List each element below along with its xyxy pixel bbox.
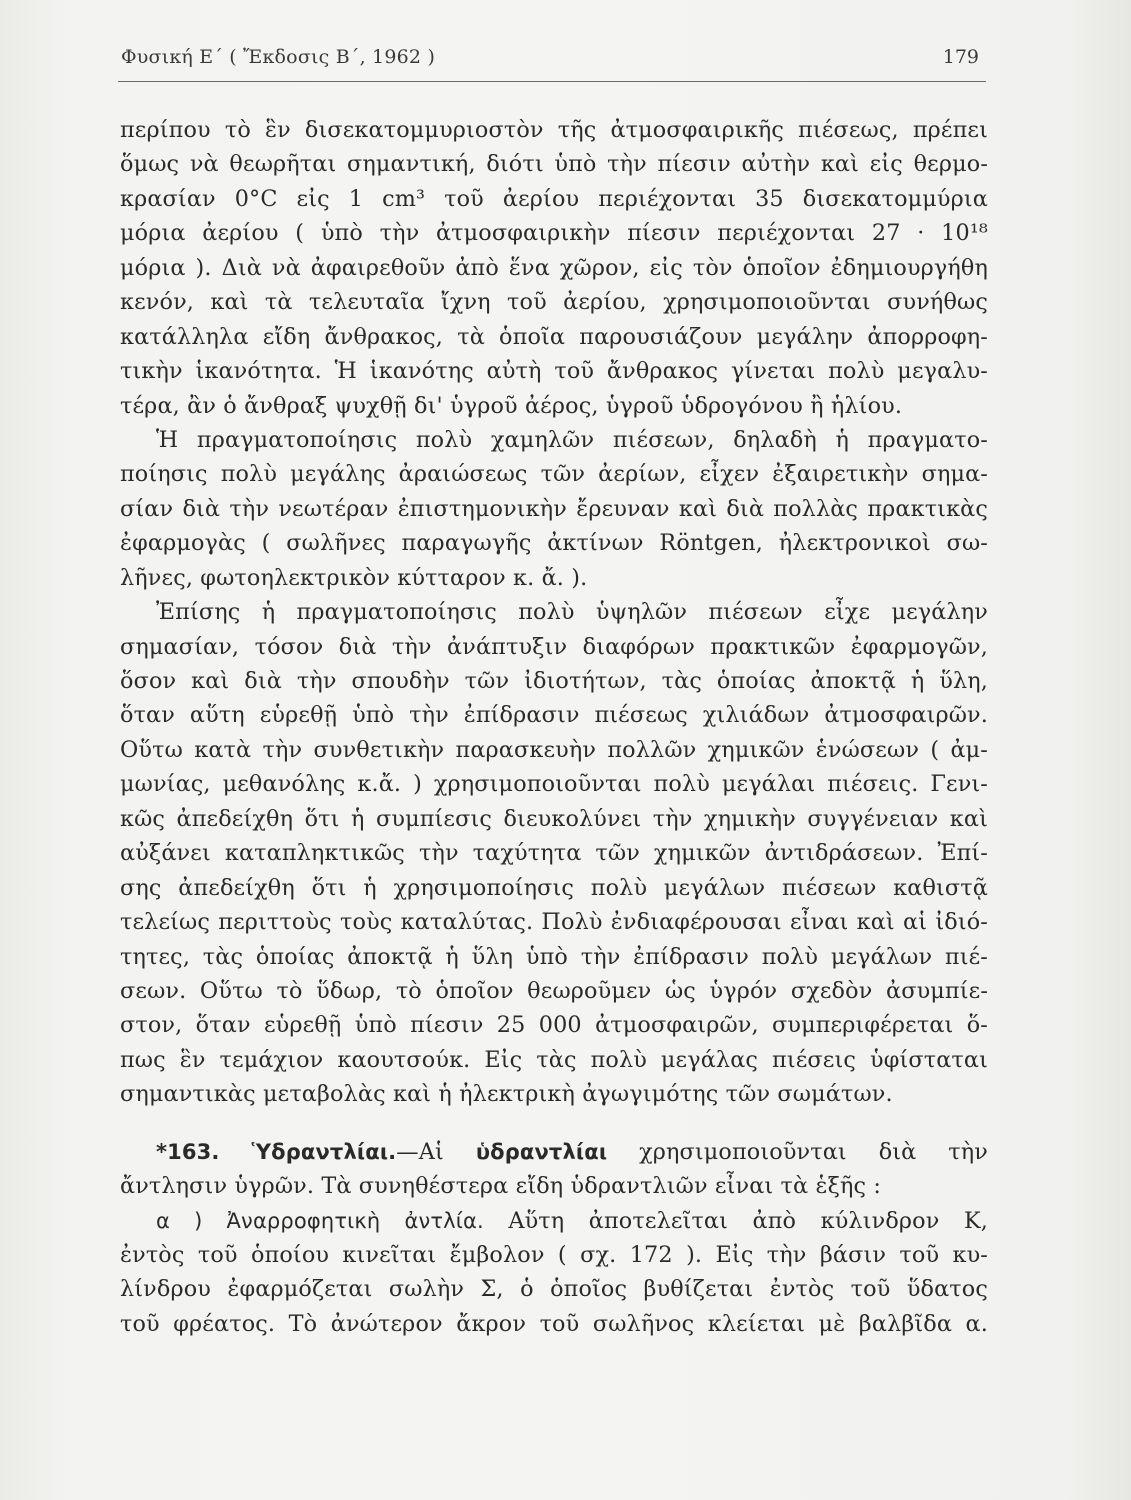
body-text [120, 113, 988, 1341]
text-line: Ἡ πραγματοποίησις πολὺ χαμηλῶν πιέσεων, δηλαδὴ ἡ πραγματο- [156, 426, 988, 453]
text-line: σημαντικὰς μεταβολὰς καὶ ἡ ἠλεκτρικὴ ἀγωγιμότης τῶν σωμάτων. [120, 1081, 893, 1108]
text-line: ἐφαρμογὰς ( σωλῆνες παραγωγῆς ἀκτίνων Röntgen, ἠλεκτρονικοὶ σω- [120, 530, 988, 557]
text-line: κατάλληλα εἴδη ἄνθρακος, τὰ ὁποῖα παρουσιάζουν μεγάλην ἀπορροφη- [120, 323, 988, 350]
text-line: κενόν, καὶ τὰ τελευταῖα ἴχνη τοῦ ἀερίου, χρησιμοποιοῦνται συνήθως [120, 289, 988, 316]
running-head-title: Φυσική Ε΄ ( Ἔκδοσις Β΄, 1962 ) [121, 46, 436, 68]
subsection-a [120, 1204, 988, 1342]
text-line: κῶς ἀπεδείχθη ὅτι ἡ συμπίεσις διευκολύνει τὴν χημικὴν συγγένειαν καὶ [120, 805, 988, 832]
text-line: ἄντλησιν ὑγρῶν. Τὰ συνηθέστερα εἴδη ὑδραντλιῶν εἶναι τὰ ἑξῆς : [120, 1173, 882, 1200]
text-line: ὅσον καὶ διὰ τὴν σπουδὴν τῶν ἰδιοτήτων, τὰς ὁποίας ἀποκτᾷ ἡ ὕλη, [120, 668, 988, 694]
section-heading-line [120, 1135, 988, 1169]
subsection-line1-rest: Αὕτη ἀποτελεῖται ἀπὸ κύλινδρον Κ, [483, 1207, 988, 1234]
section-line1-pre: Αἱ [418, 1138, 476, 1165]
text-line: σίαν διὰ τὴν νεωτέραν ἐπιστημονικὴν ἔρευναν καὶ διὰ πολλὰς πρακτικὰς [120, 495, 988, 522]
page-number: 179 [942, 46, 979, 68]
paragraph-2 [120, 423, 988, 595]
text-line: μωνίας, μεθανόλης κ.ἄ. ) χρησιμοποιοῦνται πολὺ μεγάλαι πιέσεις. Γενι- [120, 771, 988, 798]
text-line: μόρια ). Διὰ νὰ ἀφαιρεθοῦν ἀπὸ ἕνα χῶρον, εἰς τὸν ὁποῖον ἐδημιουργήθη [120, 254, 988, 281]
text-line: τικὴν ἱκανότητα. Ἡ ἱκανότης αὐτὴ τοῦ ἄνθρακος γίνεται πολὺ μεγαλυ- [120, 358, 988, 385]
text-line: ἐντὸς τοῦ ὁποίου κινεῖται ἔμβολον ( σχ. 172 ). Εἰς τὴν βάσιν τοῦ κυ- [120, 1242, 988, 1268]
section-dash: — [396, 1138, 419, 1165]
section-gap [120, 1112, 988, 1135]
text-line: στον, ὅταν εὑρεθῇ ὑπὸ πίεσιν 25 000 ἀτμοσφαιρῶν, συμπεριφέρεται ὅ- [120, 1012, 988, 1039]
text-line: τέρα, ἂν ὁ ἄνθραξ ψυχθῇ δι' ὑγροῦ ἀέρος, ὑγροῦ ὑδρογόνου ἢ ἡλίου. [120, 392, 903, 419]
text-line: ὅταν αὕτη εὑρεθῇ ὑπὸ τὴν ἐπίδρασιν πιέσεως χιλιάδων ἀτμοσφαιρῶν. [120, 702, 988, 729]
text-line: σης ἀπεδείχθη ὅτι ἡ χρησιμοποίησις πολὺ μεγάλων πιέσεων καθιστᾷ [120, 874, 988, 901]
section-line1-post: χρησιμοποιοῦνται διὰ τὴν [607, 1138, 988, 1165]
paragraph-3 [120, 595, 988, 1112]
text-line: σημασίαν, τόσον διὰ τὴν ἀνάπτυξιν διαφόρων πρακτικῶν ἐφαρμογῶν, [120, 633, 988, 660]
running-head [121, 46, 983, 74]
text-line: τελείως περιττοὺς τοὺς καταλύτας. Πολὺ ἐνδιαφέρουσαι εἶναι καὶ αἱ ἰδιό- [120, 909, 988, 936]
text-line: Ἐπίσης ἡ πραγματοποίησις πολὺ ὑψηλῶν πιέσεων εἶχε μεγάλην [156, 599, 988, 626]
text-line: Οὕτω κατὰ τὴν συνθετικὴν παρασκευὴν πολλῶν χημικῶν ἑνώσεων ( ἀμ- [120, 736, 988, 763]
text-line: τητες, τὰς ὁποίας ἀποκτᾷ ἡ ὕλη ὑπὸ τὴν ἐπίδρασιν πολὺ μεγάλων πιέ- [120, 943, 988, 970]
text-line: λίνδρου ἐφαρμόζεται σωλὴν Σ, ὁ ὁποῖος βυθίζεται ἐντὸς τοῦ ὕδατος [120, 1276, 988, 1303]
text-line: λῆνες, φωτοηλεκτρικὸν κύτταρον κ. ἄ. ). [120, 564, 588, 591]
text-line: περίπου τὸ ἓν δισεκατομμυριοστὸν τῆς ἀτμοσφαιρικῆς πιέσεως, πρέπει [120, 117, 988, 143]
text-line: τοῦ φρέατος. Τὸ ἀνώτερον ἄκρον τοῦ σωλῆνος κλείεται μὲ βαλβῖδα α. [120, 1310, 988, 1337]
text-line: ὅμως νὰ θεωρῆται σημαντική, διότι ὑπὸ τὴν πίεσιν αὐτὴν καὶ εἰς θερμο- [120, 151, 988, 178]
section-163 [120, 1135, 988, 1204]
text-line: αὐξάνει καταπληκτικῶς τὴν ταχύτητα τῶν χημικῶν ἀντιδράσεων. Ἐπί- [120, 840, 988, 867]
section-number: *163. [156, 1139, 220, 1164]
section-title: Ὑδραντλίαι. [251, 1139, 397, 1164]
text-line: σεων. Οὕτω τὸ ὕδωρ, τὸ ὁποῖον θεωροῦμεν ὡς ὑγρόν σχεδὸν ἀσυμπίε- [120, 977, 988, 1004]
text-line: πως ἓν τεμάχιον καουτσούκ. Εἰς τὰς πολὺ μεγάλας πιέσεις ὑφίσταται [120, 1046, 988, 1073]
text-line: κρασίαν 0°C εἰς 1 cm³ τοῦ ἀερίου περιέχονται 35 δισεκατομμύρια [120, 185, 988, 212]
text-line: ποίησις πολὺ μεγάλης ἀραιώσεως τῶν ἀερίων, εἶχεν ἐξαιρετικὴν σημα- [120, 461, 988, 488]
header-rule [118, 81, 986, 82]
subsection-label: α ) Ἀναρροφητικὴ ἀντλία. [156, 1208, 484, 1233]
text-line: μόρια ἀερίου ( ὑπὸ τὴν ἀτμοσφαιρικὴν πίεσιν περιέχονται 27 · 10¹⁸ [120, 220, 988, 247]
section-bold-term: ὑδραντλίαι [475, 1139, 608, 1164]
subsection-heading-line [120, 1204, 988, 1238]
paragraph-1 [120, 113, 988, 423]
